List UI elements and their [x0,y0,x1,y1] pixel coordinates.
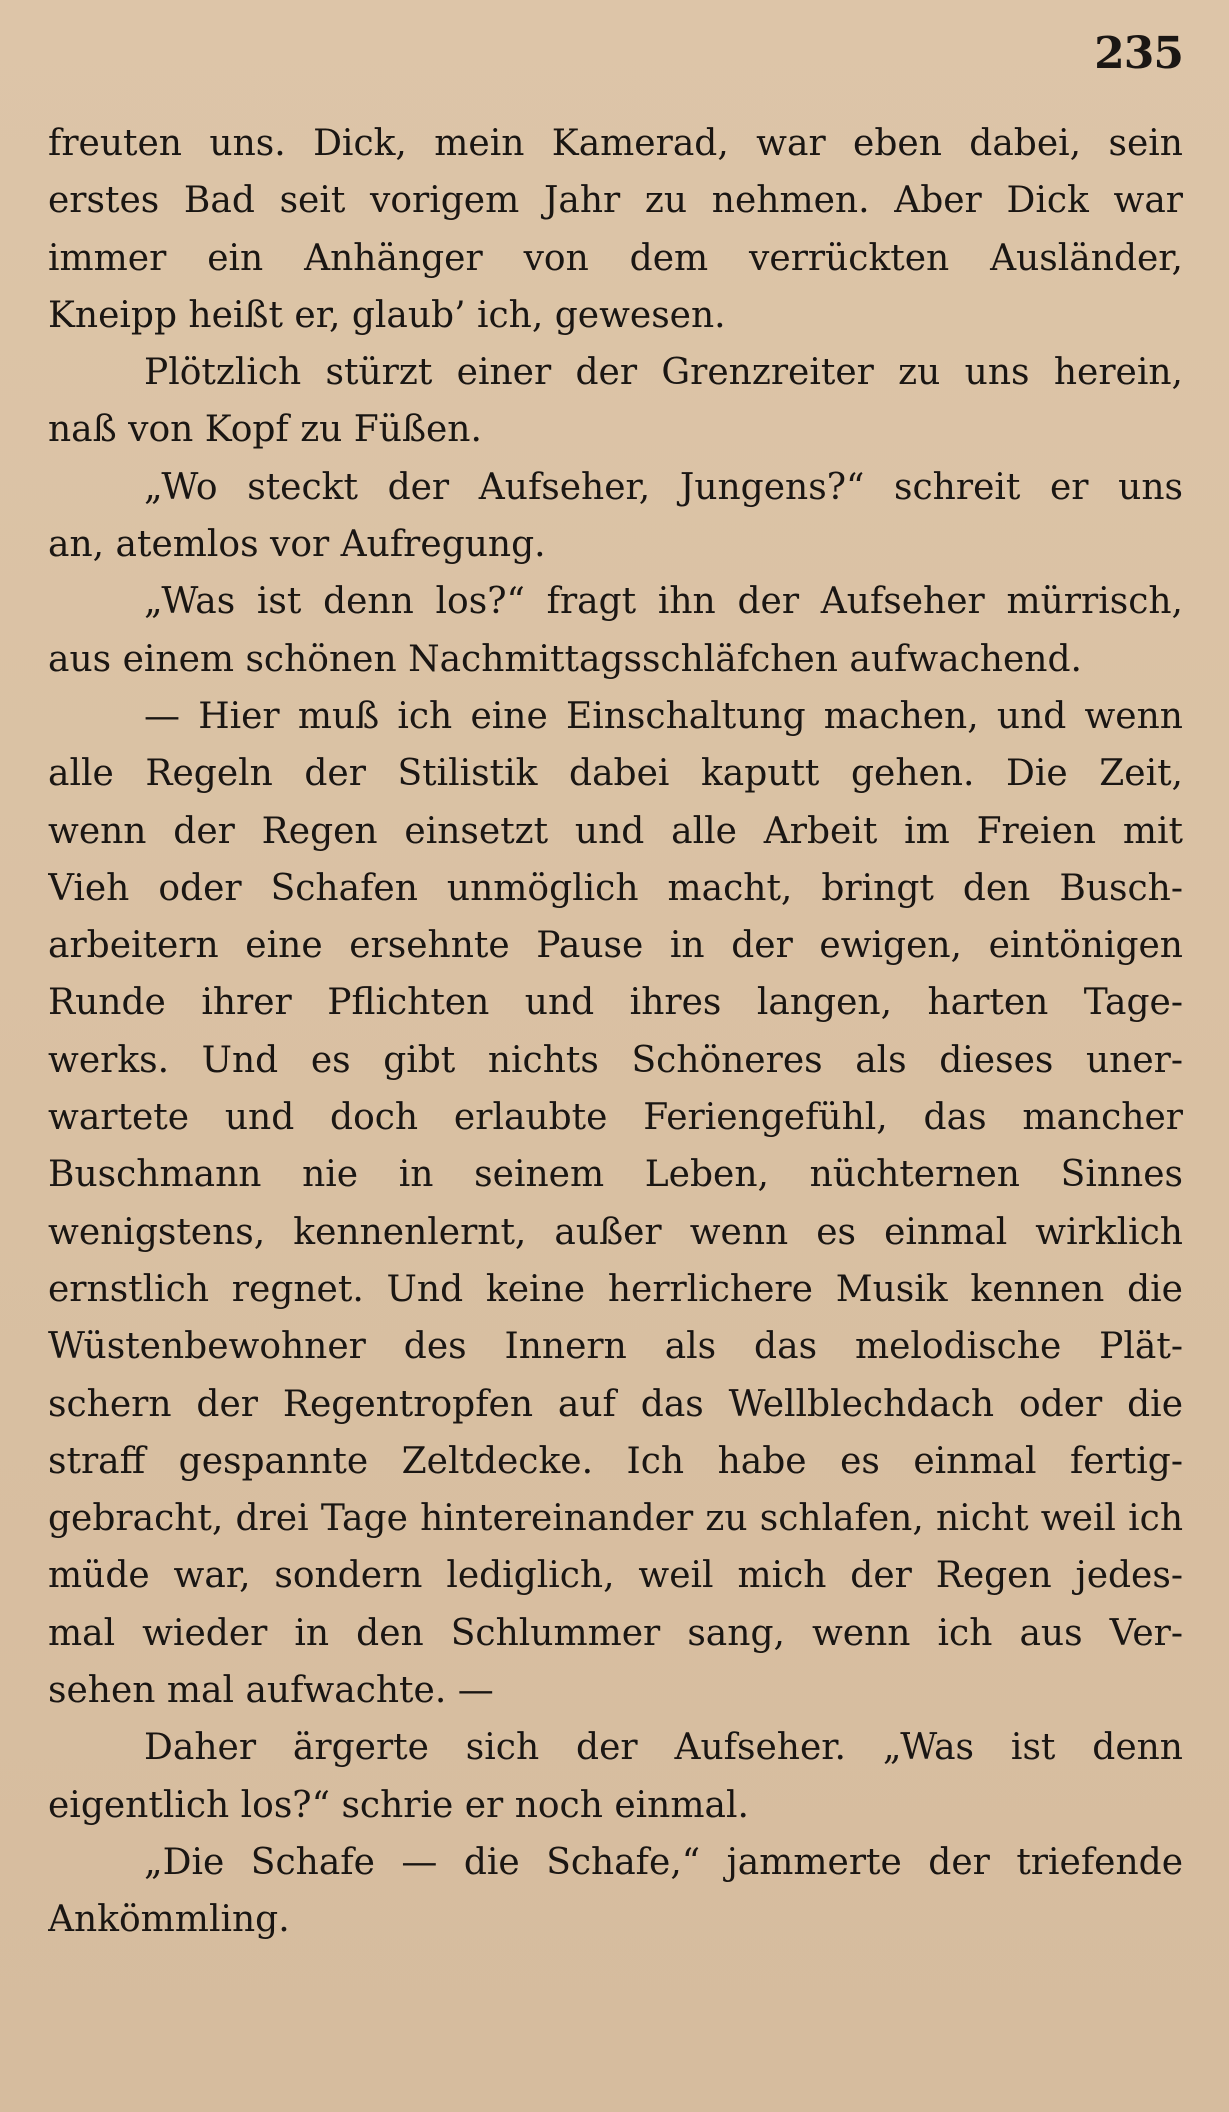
text-line: naß von Kopf zu Füßen. [48,409,482,451]
text-line: freuten uns. Dick, mein Kamerad, war eben dabei, sein [48,123,1183,164]
text-line: „Was ist denn los?“ fragt ihn der Aufseher mürrisch, [144,581,1183,623]
text-line: werks. Und es gibt nichts Schöneres als dieses uner- [48,1039,1183,1081]
text-line: Kneipp heißt er, glaub’ ich, gewesen. [48,294,726,336]
text-line: Ankömmling. [48,1899,290,1941]
body-text [48,115,1183,1949]
text-line: an, atemlos vor Aufregung. [48,524,546,566]
text-line: Buschmann nie in seinem Leben, nüchternen Sinnes [48,1154,1183,1196]
text-line: arbeitern eine ersehnte Pause in der ewigen, eintönigen [48,925,1183,967]
text-line: immer ein Anhänger von dem verrückten Ausländer, [48,237,1183,279]
text-line: schern der Regentropfen auf das Wellblechdach oder die [48,1383,1183,1425]
text-line: „Die Schafe — die Schafe,“ jammerte der triefende [144,1841,1183,1883]
text-line: eigentlich los?“ schrie er noch einmal. [48,1784,749,1826]
text-line: — Hier muß ich eine Einschaltung machen, und wenn [144,695,1183,737]
text-line: sehen mal aufwachte. — [48,1670,494,1712]
text-line: gebracht, drei Tage hintereinander zu schlafen, nicht weil ich [48,1498,1183,1540]
text-line: Vieh oder Schafen unmöglich macht, bringt den Busch- [48,867,1183,909]
text-line: Runde ihrer Pflichten und ihres langen, harten Tage- [48,982,1183,1024]
text-line: aus einem schönen Nachmittagsschläfchen aufwachend. [48,638,1082,680]
text-line: ernstlich regnet. Und keine herrlichere Musik kennen die [48,1268,1183,1310]
text-line: wenn der Regen einsetzt und alle Arbeit im Freien mit [48,810,1183,852]
text-line: wenigstens, kennenlernt, außer wenn es einmal wirklich [48,1211,1183,1253]
text-line: müde war, sondern lediglich, weil mich der Regen jedes- [48,1555,1183,1597]
text-line: erstes Bad seit vorigem Jahr zu nehmen. Aber Dick war [48,180,1183,222]
text-line: Plötzlich stürzt einer der Grenzreiter zu uns herein, [144,352,1183,394]
text-line: Wüstenbewohner des Innern als das melodische Plät- [48,1326,1183,1368]
page-number: 235 [1094,28,1183,79]
text-line: alle Regeln der Stilistik dabei kaputt gehen. Die Zeit, [48,753,1183,795]
text-line: Daher ärgerte sich der Aufseher. „Was ist denn [144,1727,1183,1769]
text-line: wartete und doch erlaubte Feriengefühl, das mancher [48,1097,1183,1139]
text-line: straff gespannte Zeltdecke. Ich habe es einmal fertig- [48,1440,1183,1482]
text-line: „Wo steckt der Aufseher, Jungens?“ schreit er uns [144,466,1183,508]
text-line: mal wieder in den Schlummer sang, wenn ich aus Ver- [48,1612,1183,1654]
